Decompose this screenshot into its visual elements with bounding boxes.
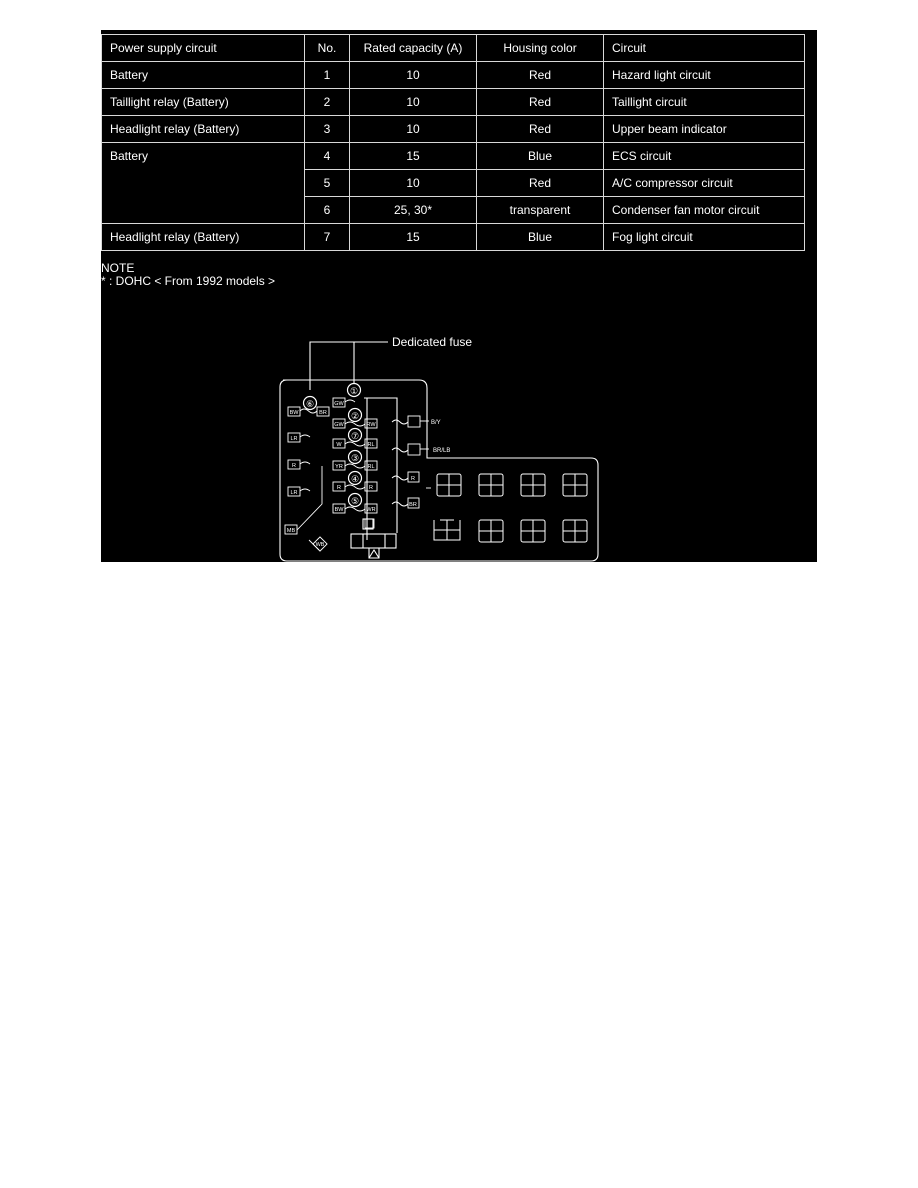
relay-sockets bbox=[434, 474, 587, 542]
no-cell: 7 bbox=[305, 224, 350, 251]
no-cell: 1 bbox=[305, 62, 350, 89]
wire-label: LR bbox=[290, 436, 298, 442]
wire-label: BR bbox=[409, 502, 417, 508]
note-text: * : DOHC < From 1992 models > bbox=[101, 274, 276, 288]
relay-socket bbox=[479, 474, 503, 496]
circuit-cell: Taillight circuit bbox=[604, 89, 805, 116]
wire-label: MB bbox=[286, 528, 296, 534]
header-power-supply: Power supply circuit bbox=[102, 35, 305, 62]
relay-socket bbox=[437, 474, 461, 496]
connector-label-b-y: B/Y bbox=[431, 420, 441, 426]
capacity-cell: 10 bbox=[350, 170, 477, 197]
side-fuse-links bbox=[300, 435, 310, 491]
color-cell: transparent bbox=[477, 197, 604, 224]
fuse-block-diagram bbox=[101, 30, 817, 562]
fuse-2-label: ② bbox=[350, 411, 360, 421]
fuse-6-label: ⑥ bbox=[305, 399, 315, 409]
supply-cell: Headlight relay (Battery) bbox=[102, 224, 305, 251]
wire-label: WB bbox=[315, 542, 325, 548]
no-cell: 2 bbox=[305, 89, 350, 116]
fuse-number-labels bbox=[306, 386, 359, 506]
wire-label: YR bbox=[335, 464, 343, 470]
connector-label-br-lb: BR/LB bbox=[433, 448, 451, 454]
wire-label: R bbox=[411, 476, 415, 482]
supply-cell: Battery bbox=[102, 143, 305, 224]
capacity-cell: 25, 30* bbox=[350, 197, 477, 224]
fuse-3-label: ③ bbox=[350, 453, 360, 463]
wire-label: BW bbox=[334, 507, 344, 513]
callout-leader-lines bbox=[310, 342, 388, 390]
capacity-cell: 15 bbox=[350, 224, 477, 251]
supply-cell: Battery bbox=[102, 62, 305, 89]
color-cell: Red bbox=[477, 170, 604, 197]
base-connector bbox=[351, 519, 396, 558]
no-cell: 6 bbox=[305, 197, 350, 224]
fuse-5-label: ⑤ bbox=[350, 496, 360, 506]
wire-label: R bbox=[292, 463, 296, 469]
wire-label: R bbox=[337, 485, 341, 491]
color-cell: Red bbox=[477, 116, 604, 143]
header-rated-capacity: Rated capacity (A) bbox=[350, 35, 477, 62]
fuse-4-label: ④ bbox=[350, 474, 360, 484]
wire-label: W bbox=[336, 442, 342, 448]
relay-socket bbox=[563, 520, 587, 542]
supply-cell: Taillight relay (Battery) bbox=[102, 89, 305, 116]
capacity-cell: 10 bbox=[350, 62, 477, 89]
wire-label: BW bbox=[289, 410, 299, 416]
dedicated-fuse-callout: Dedicated fuse bbox=[392, 335, 473, 349]
wire-label: RL bbox=[367, 442, 375, 448]
wire-label: GW bbox=[334, 422, 344, 428]
fuse-1-label: ① bbox=[349, 386, 359, 396]
relay-socket bbox=[521, 520, 545, 542]
capacity-cell: 15 bbox=[350, 143, 477, 170]
feeder-wire bbox=[297, 466, 322, 550]
no-cell: 4 bbox=[305, 143, 350, 170]
no-cell: 3 bbox=[305, 116, 350, 143]
right-connectors bbox=[392, 416, 431, 508]
color-cell: Red bbox=[477, 62, 604, 89]
circuit-cell: Upper beam indicator bbox=[604, 116, 805, 143]
supply-cell: Headlight relay (Battery) bbox=[102, 116, 305, 143]
wire-label: RW bbox=[366, 422, 376, 428]
relay-socket bbox=[521, 474, 545, 496]
capacity-cell: 10 bbox=[350, 116, 477, 143]
wire-label: GW bbox=[334, 401, 344, 407]
fuse-figure-panel bbox=[101, 30, 817, 562]
wire-label: R bbox=[369, 485, 373, 491]
wire-label: LR bbox=[290, 490, 298, 496]
color-cell: Blue bbox=[477, 224, 604, 251]
circuit-cell: ECS circuit bbox=[604, 143, 805, 170]
relay-socket bbox=[479, 520, 503, 542]
header-housing-color: Housing color bbox=[477, 35, 604, 62]
relay-socket bbox=[563, 474, 587, 496]
wire-label: RL bbox=[367, 464, 375, 470]
wire-label: BR bbox=[319, 410, 327, 416]
no-cell: 5 bbox=[305, 170, 350, 197]
relay-socket bbox=[434, 520, 460, 540]
color-cell: Red bbox=[477, 89, 604, 116]
fuse-7-label: ⑦ bbox=[350, 431, 360, 441]
circuit-cell: A/C compressor circuit bbox=[604, 170, 805, 197]
note-heading: NOTE bbox=[101, 261, 135, 275]
wire-label: WR bbox=[366, 507, 376, 513]
circuit-cell: Condenser fan motor circuit bbox=[604, 197, 805, 224]
capacity-cell: 10 bbox=[350, 89, 477, 116]
color-cell: Blue bbox=[477, 143, 604, 170]
circuit-cell: Hazard light circuit bbox=[604, 62, 805, 89]
header-circuit: Circuit bbox=[604, 35, 805, 62]
header-no: No. bbox=[305, 35, 350, 62]
circuit-cell: Fog light circuit bbox=[604, 224, 805, 251]
